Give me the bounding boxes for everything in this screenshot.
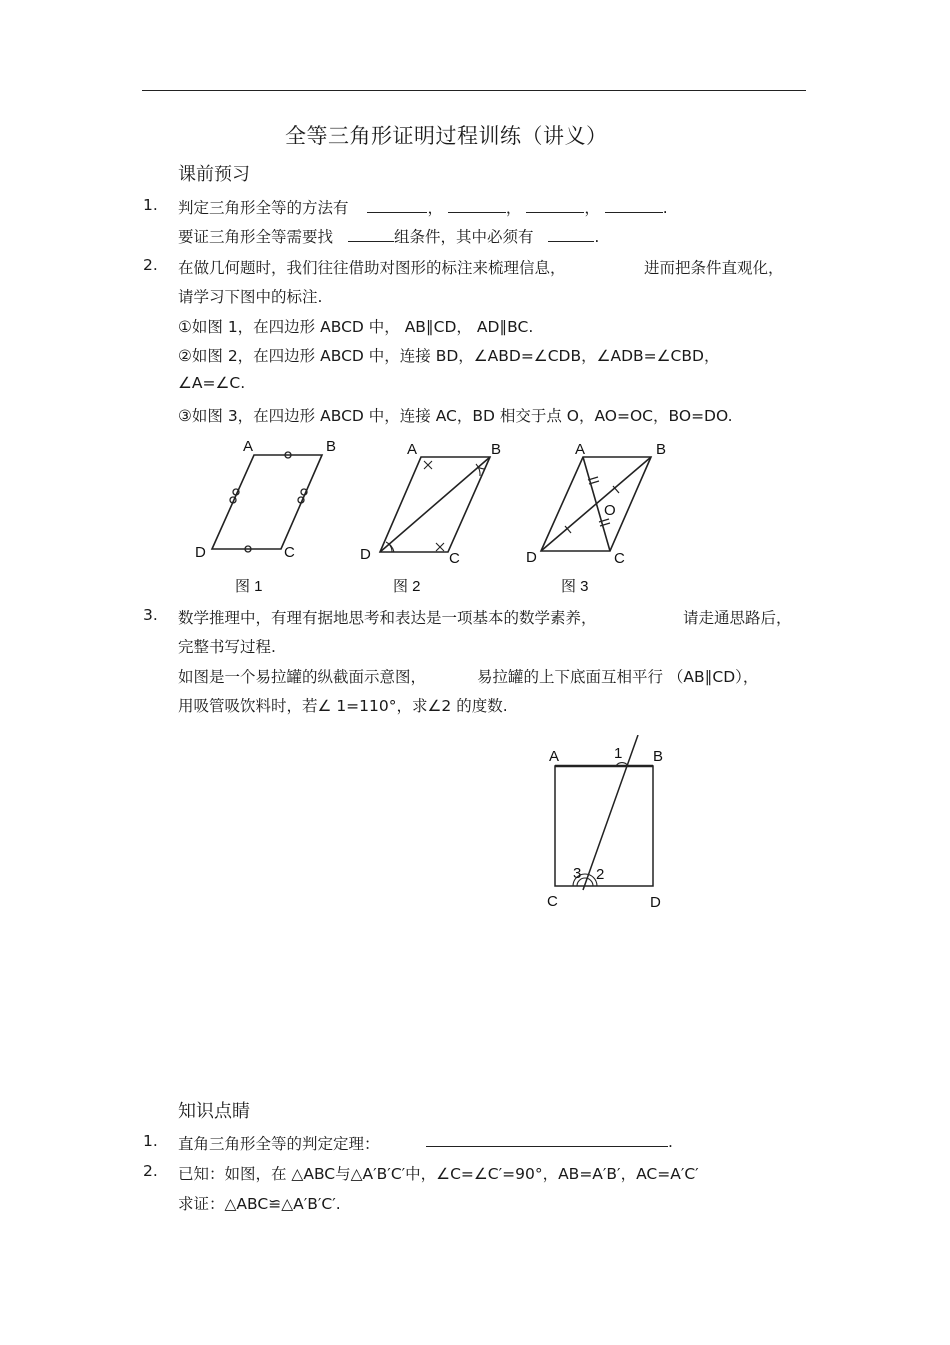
q1-line1: 判定三角形全等的方法有 ， ， ， . <box>178 199 668 217</box>
figure-caption: 图 3 <box>561 578 589 595</box>
answer-blank[interactable] <box>448 198 506 213</box>
vertex-label: D <box>650 894 661 911</box>
section-heading-preview: 课前预习 <box>178 164 250 185</box>
figure-2-parallelogram <box>360 441 501 595</box>
vertex-label: D <box>526 549 537 566</box>
question-number: 1. <box>143 1132 158 1150</box>
vertex-label: A <box>243 438 254 455</box>
vertex-label: B <box>491 441 502 458</box>
q1-text: 判定三角形全等的方法有 <box>178 199 349 217</box>
q2-line1a: 在做几何题时，我们往往借助对图形的标注来梳理信息， <box>178 259 566 277</box>
figure-3-parallelogram <box>526 441 666 595</box>
figures-1-3 <box>180 430 700 605</box>
angle-mark <box>436 543 444 551</box>
q3-line3b: 易拉罐的上下底面互相平行 （AB∥CD）， <box>477 668 759 686</box>
angle-label: 2 <box>596 866 605 883</box>
vertex-label: B <box>653 748 664 765</box>
vertex-label: A <box>575 441 586 458</box>
q3-line4: 用吸管吸饮料时，若∠ 1=110°，求∠2 的度数. <box>178 697 508 715</box>
q1-line2-a: 要证三角形全等需要找 <box>178 228 334 246</box>
section-heading-knowledge: 知识点睛 <box>178 1101 250 1122</box>
q3-line3a: 如图是一个易拉罐的纵截面示意图， <box>178 668 427 686</box>
straw-line <box>583 735 638 890</box>
question-number: 3. <box>143 606 158 624</box>
answer-blank[interactable] <box>526 198 584 213</box>
k1-answer-line: . <box>426 1132 673 1151</box>
can-cross-section-figure <box>540 735 680 915</box>
q1-line2: 要证三角形全等需要找 组条件，其中必须有 . <box>178 228 600 246</box>
vertex-label: A <box>407 441 418 458</box>
angle-mark <box>424 461 432 469</box>
vertex-label: C <box>614 550 625 567</box>
figure-caption: 图 1 <box>235 578 263 595</box>
vertex-label: D <box>195 544 206 561</box>
vertex-label: D <box>360 546 371 563</box>
q2-item2b: ∠A=∠C. <box>178 374 246 392</box>
answer-blank[interactable] <box>548 227 594 242</box>
question-number: 2. <box>143 256 158 274</box>
answer-blank[interactable] <box>348 227 394 242</box>
q1-line2-b: 组条件，其中必须有 <box>393 228 534 246</box>
q2-line2: 请学习下图中的标注. <box>178 288 323 306</box>
angle-label: 3 <box>573 865 582 882</box>
figure-1-parallelogram <box>195 438 336 595</box>
answer-blank[interactable] <box>605 198 663 213</box>
vertex-label: B <box>326 438 337 455</box>
vertex-label: C <box>449 550 460 567</box>
vertex-label: O <box>604 502 616 519</box>
k2-line2: 求证：△ABC≌△A′B′C′. <box>178 1195 341 1213</box>
q2-item3: ③如图 3，在四边形 ABCD 中，连接 AC，BD 相交于点 O，AO=OC，BO=DO. <box>178 407 733 425</box>
question-number: 1. <box>143 196 158 214</box>
header-rule <box>142 90 806 91</box>
q2-item2: ②如图 2，在四边形 ABCD 中，连接 BD，∠ABD=∠CDB，∠ADB=∠CBD， <box>178 347 720 365</box>
q3-line1b: 请走通思路后， <box>683 609 792 627</box>
k2-line1: 已知：如图，在 △ABC与△A′B′C′中，∠C=∠C′=90°，AB=A′B′，AC=A′C′ <box>178 1165 699 1183</box>
q3-line2: 完整书写过程. <box>178 638 276 656</box>
answer-blank[interactable] <box>426 1132 668 1147</box>
vertex-label: A <box>549 748 560 765</box>
answer-blank[interactable] <box>367 198 427 213</box>
q2-item1: ①如图 1，在四边形 ABCD 中， AB∥CD， AD∥BC. <box>178 318 534 336</box>
q3-line1a: 数学推理中，有理有据地思考和表达是一项基本的数学素养， <box>178 609 597 627</box>
vertex-label: B <box>656 441 667 458</box>
vertex-label: C <box>547 893 558 910</box>
q2-line1b: 进而把条件直观化， <box>644 259 784 277</box>
question-number: 2. <box>143 1162 158 1180</box>
k1-text: 直角三角形全等的判定定理： <box>178 1135 380 1153</box>
page-title: 全等三角形证明过程训练（讲义） <box>285 124 608 148</box>
angle-label: 1 <box>614 745 623 762</box>
vertex-label: C <box>284 544 295 561</box>
figure-caption: 图 2 <box>393 578 421 595</box>
